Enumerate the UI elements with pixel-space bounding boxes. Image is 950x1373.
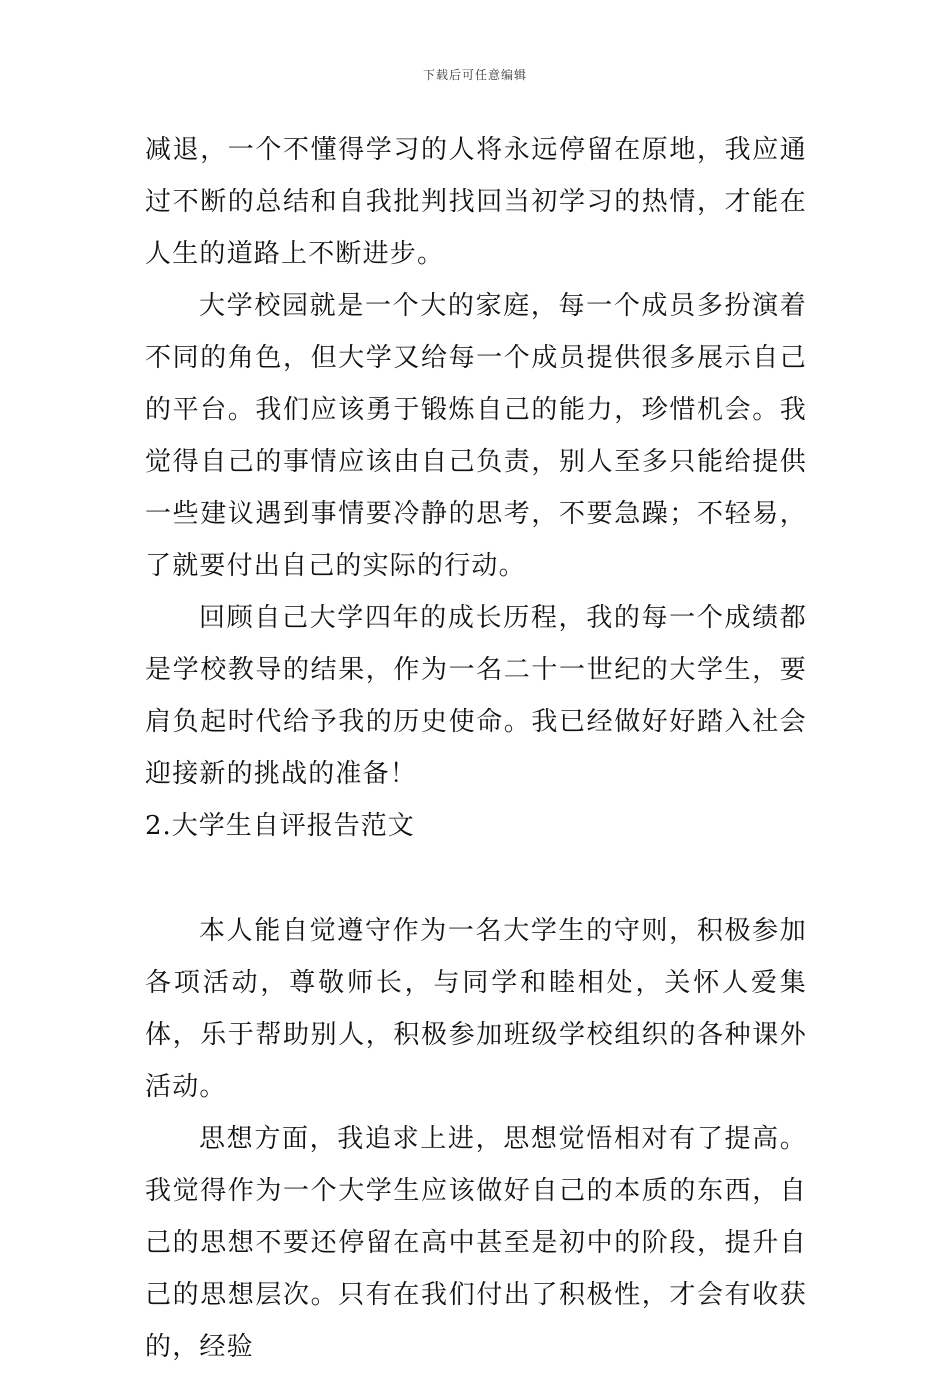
page-header: 下载后可任意编辑 — [422, 68, 527, 82]
blank-line — [145, 852, 807, 905]
paragraph-review-growth: 回顾自己大学四年的成长历程，我的每一个成绩都是学校教导的结果，作为一名二十一世纪的大学生，要肩负起时代给予我的历史使命。我已经做好好踏入社会迎接新的挑战的准备！ — [145, 603, 807, 789]
paragraph-thought: 思想方面，我追求上进，思想觉悟相对有了提高。我觉得作为一个大学生应该做好自己的本质的东西，自己的思想不要还停留在高中甚至是初中的阶段，提升自己的思想层次。只有在我们付出了积极性，才会有收获的，经验 — [145, 1124, 807, 1362]
paragraph-campus-family: 大学校园就是一个大的家庭，每一个成员多扮演着不同的角色，但大学又给每一个成员提供很多展示自己的平台。我们应该勇于锻炼自己的能力，珍惜机会。我觉得自己的事情应该由自己负责，别人至多只能给提供一些建议遇到事情要冷静的思考，不要急躁；不轻易，了就要付出自己的实际的行动。 — [145, 291, 807, 581]
document-body — [145, 124, 807, 1373]
paragraph-continuation: 减退，一个不懂得学习的人将永远停留在原地，我应通过不断的总结和自我批判找回当初学习的热情，才能在人生的道路上不断进步。 — [145, 135, 807, 269]
paragraph-self-discipline: 本人能自觉遵守作为一名大学生的守则，积极参加各项活动，尊敬师长，与同学和睦相处，关怀人爱集体，乐于帮助别人，积极参加班级学校组织的各种课外活动。 — [145, 916, 807, 1102]
section-heading: 2.大学生自评报告范文 — [145, 811, 415, 841]
